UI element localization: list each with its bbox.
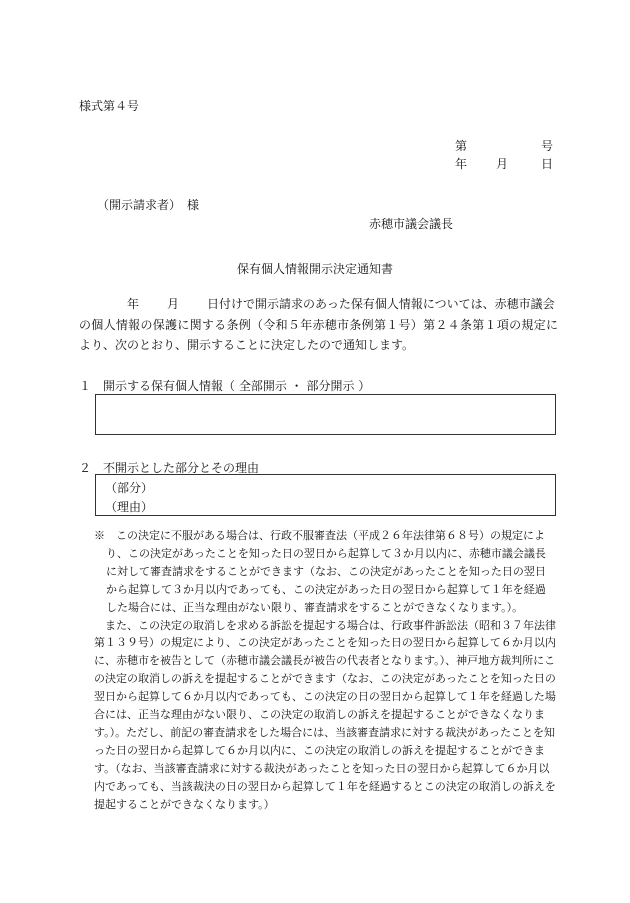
issuer-name: 赤穂市議会議長 [369,217,454,231]
section2-info-box [95,474,556,516]
requester-addressee: （開示請求者） 様 [97,198,200,212]
notes-block [94,527,556,814]
lawsuit-note: また、この決定の取消しを求める訴訟を提起する場合は、行政事件訴訟法（昭和３７年法律第１３９号）の規定により、この決定があったことを知った日の翌日から起算して６か月以内に、赤穂市を被告として（赤穂市議会議長が被告の代表者となります。）、神戸地方裁判所にこの決定の取消しの訴えを提起することができます（なお、この決定があったことを知った日の翌日から起算して６か月以内であっても、この決定の日の翌日から起算して１年を経過した場合には、正当な理由がない限り、この決定の取消しの訴えを提起することができなくなります。）。ただし、前記の審査請求をした場合には、当該審査請求に対する裁決があったことを知った日の翌日から起算して６か月以内に、この決定の取消しの訴えを提起することができます。（なお、当該審査請求に対する裁決があったことを知った日の翌日から起算して６か月以内であっても、当該裁決の日の翌日から起算して１年を経過するとこの決定の取消しの訴えを提起することができなくなります。） [94,618,556,811]
number-prefix: 第 [455,139,468,153]
section1-info-box [95,394,556,435]
date-day: 日 [541,157,554,171]
document-title: 保有個人情報開示決定通知書 [236,262,393,276]
intro-month: 月 [167,297,180,311]
section1-heading: １ 開示する保有個人情報（ 全部開示 ・ 部分開示 ） [79,379,371,393]
reason-label: （理由） [105,500,154,514]
intro-year: 年 [127,297,140,311]
intro-paragraph [79,294,558,356]
intro-lead: 日付けで開示請求のあった保有個人情報については、赤穂市議会 [207,297,555,311]
part-label: （部分） [105,481,154,495]
intro-rest: の個人情報の保護に関する条例（令和５年赤穂市条例第１号）第２４条第１項の規定により、次のとおり、開示することに決定したので通知します。 [79,317,558,352]
form-number: 様式第４号 [79,99,140,113]
section2-heading: ２ 不開示とした部分とその理由 [79,461,260,475]
date-year: 年 [455,157,468,171]
appeal-note: ※ この決定に不服がある場合は、行政不服審査法（平成２６年法律第６８号）の規定により、この決定があったことを知った日の翌日から起算して３か月以内に、赤穂市議会議長に対して審査請求をすることができます（なお、この決定があったことを知った日の翌日から起算して３か月以内であっても、この決定があった日の翌日から起算して１年を経過した場合には、正当な理由がない限り、審査請求をすることができなくなります。）。 [94,529,546,614]
number-suffix: 号 [541,139,554,153]
date-month: 月 [496,157,509,171]
